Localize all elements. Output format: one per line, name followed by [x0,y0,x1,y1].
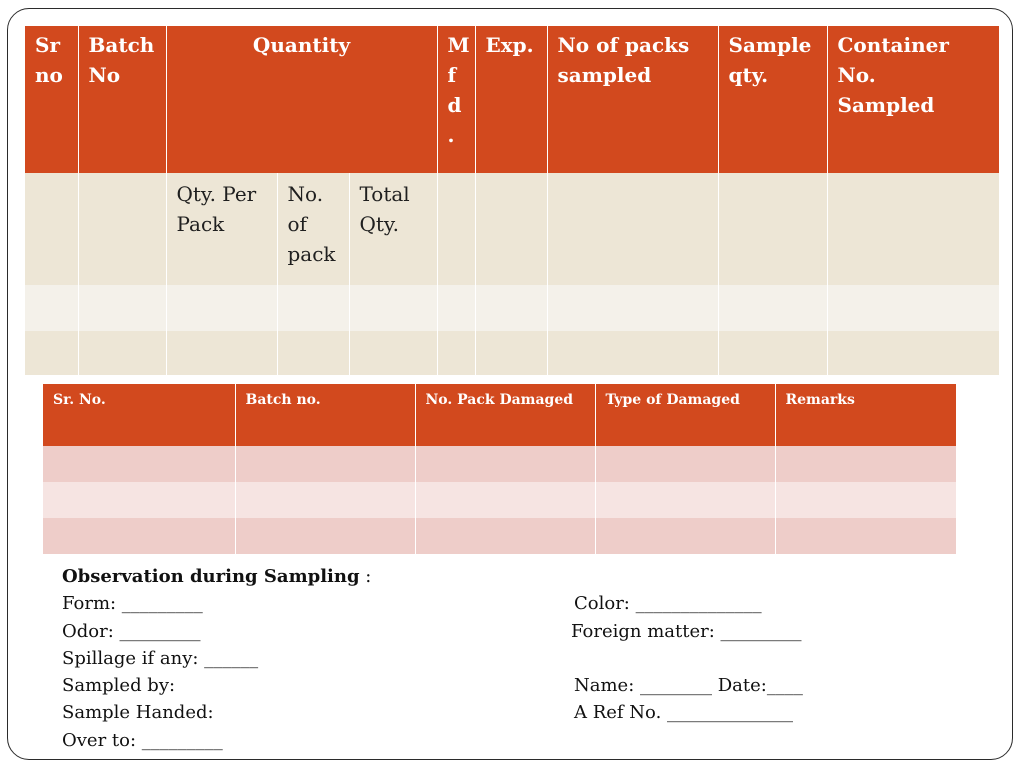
subheader-no-of-pack: No. of pack [277,173,349,285]
damage-header-row [43,384,956,446]
header-pack-damaged: No. Pack Damaged [415,384,595,446]
header-mfd: M f d . [437,26,475,173]
header-remarks: Remarks [775,384,956,446]
header-exp: Exp. [475,26,547,173]
table-row [43,518,956,554]
subheader-qty-per-pack: Qty. Per Pack [166,173,277,285]
header-sample-qty: Sample qty. [718,26,827,173]
table-row [25,331,999,375]
sample-handed-field: Sample Handed: [62,702,214,724]
form-field: Form: _________ [62,593,203,615]
spillage-field: Spillage if any: ______ [62,647,259,669]
observation-section: Observation during Sampling : Form: _________ Color: ______________ Odor: _________ Foreign matter: _________ Spillage if any: ______ Sampled by: Name: ________ Date:____ Sample Handed: A Ref No. ______________ Over to: _________ [62,566,803,751]
header-sr-no-2: Sr. No. [43,384,235,446]
table-row [43,446,956,482]
header-quantity: Quantity [166,26,437,173]
header-packs-sampled: No of packs sampled [547,26,718,173]
quantity-subheader-row [25,173,999,285]
table-row [43,482,956,518]
table-row [25,285,999,331]
color-field: Color: ______________ [574,593,762,615]
sampling-header-row [25,26,999,173]
header-container-sampled: Container No. Sampled [827,26,999,173]
header-batch-no-2: Batch no. [235,384,415,446]
header-type-damaged: Type of Damaged [595,384,775,446]
name-date-field: Name: ________ Date:____ [574,675,803,697]
sampled-by-field: Sampled by: [62,675,176,697]
header-batch-no: Batch No [78,26,166,173]
sampling-table [25,26,999,375]
ref-no-field: A Ref No. ______________ [574,702,794,724]
foreign-matter-field: Foreign matter: _________ [571,620,802,642]
over-to-field: Over to: _________ [62,729,223,751]
subheader-total-qty: Total Qty. [349,173,437,285]
header-sr-no: Sr no [25,26,78,173]
damage-table [43,384,956,554]
odor-field: Odor: _________ [62,620,201,642]
observation-title: Observation during Sampling [62,566,360,587]
